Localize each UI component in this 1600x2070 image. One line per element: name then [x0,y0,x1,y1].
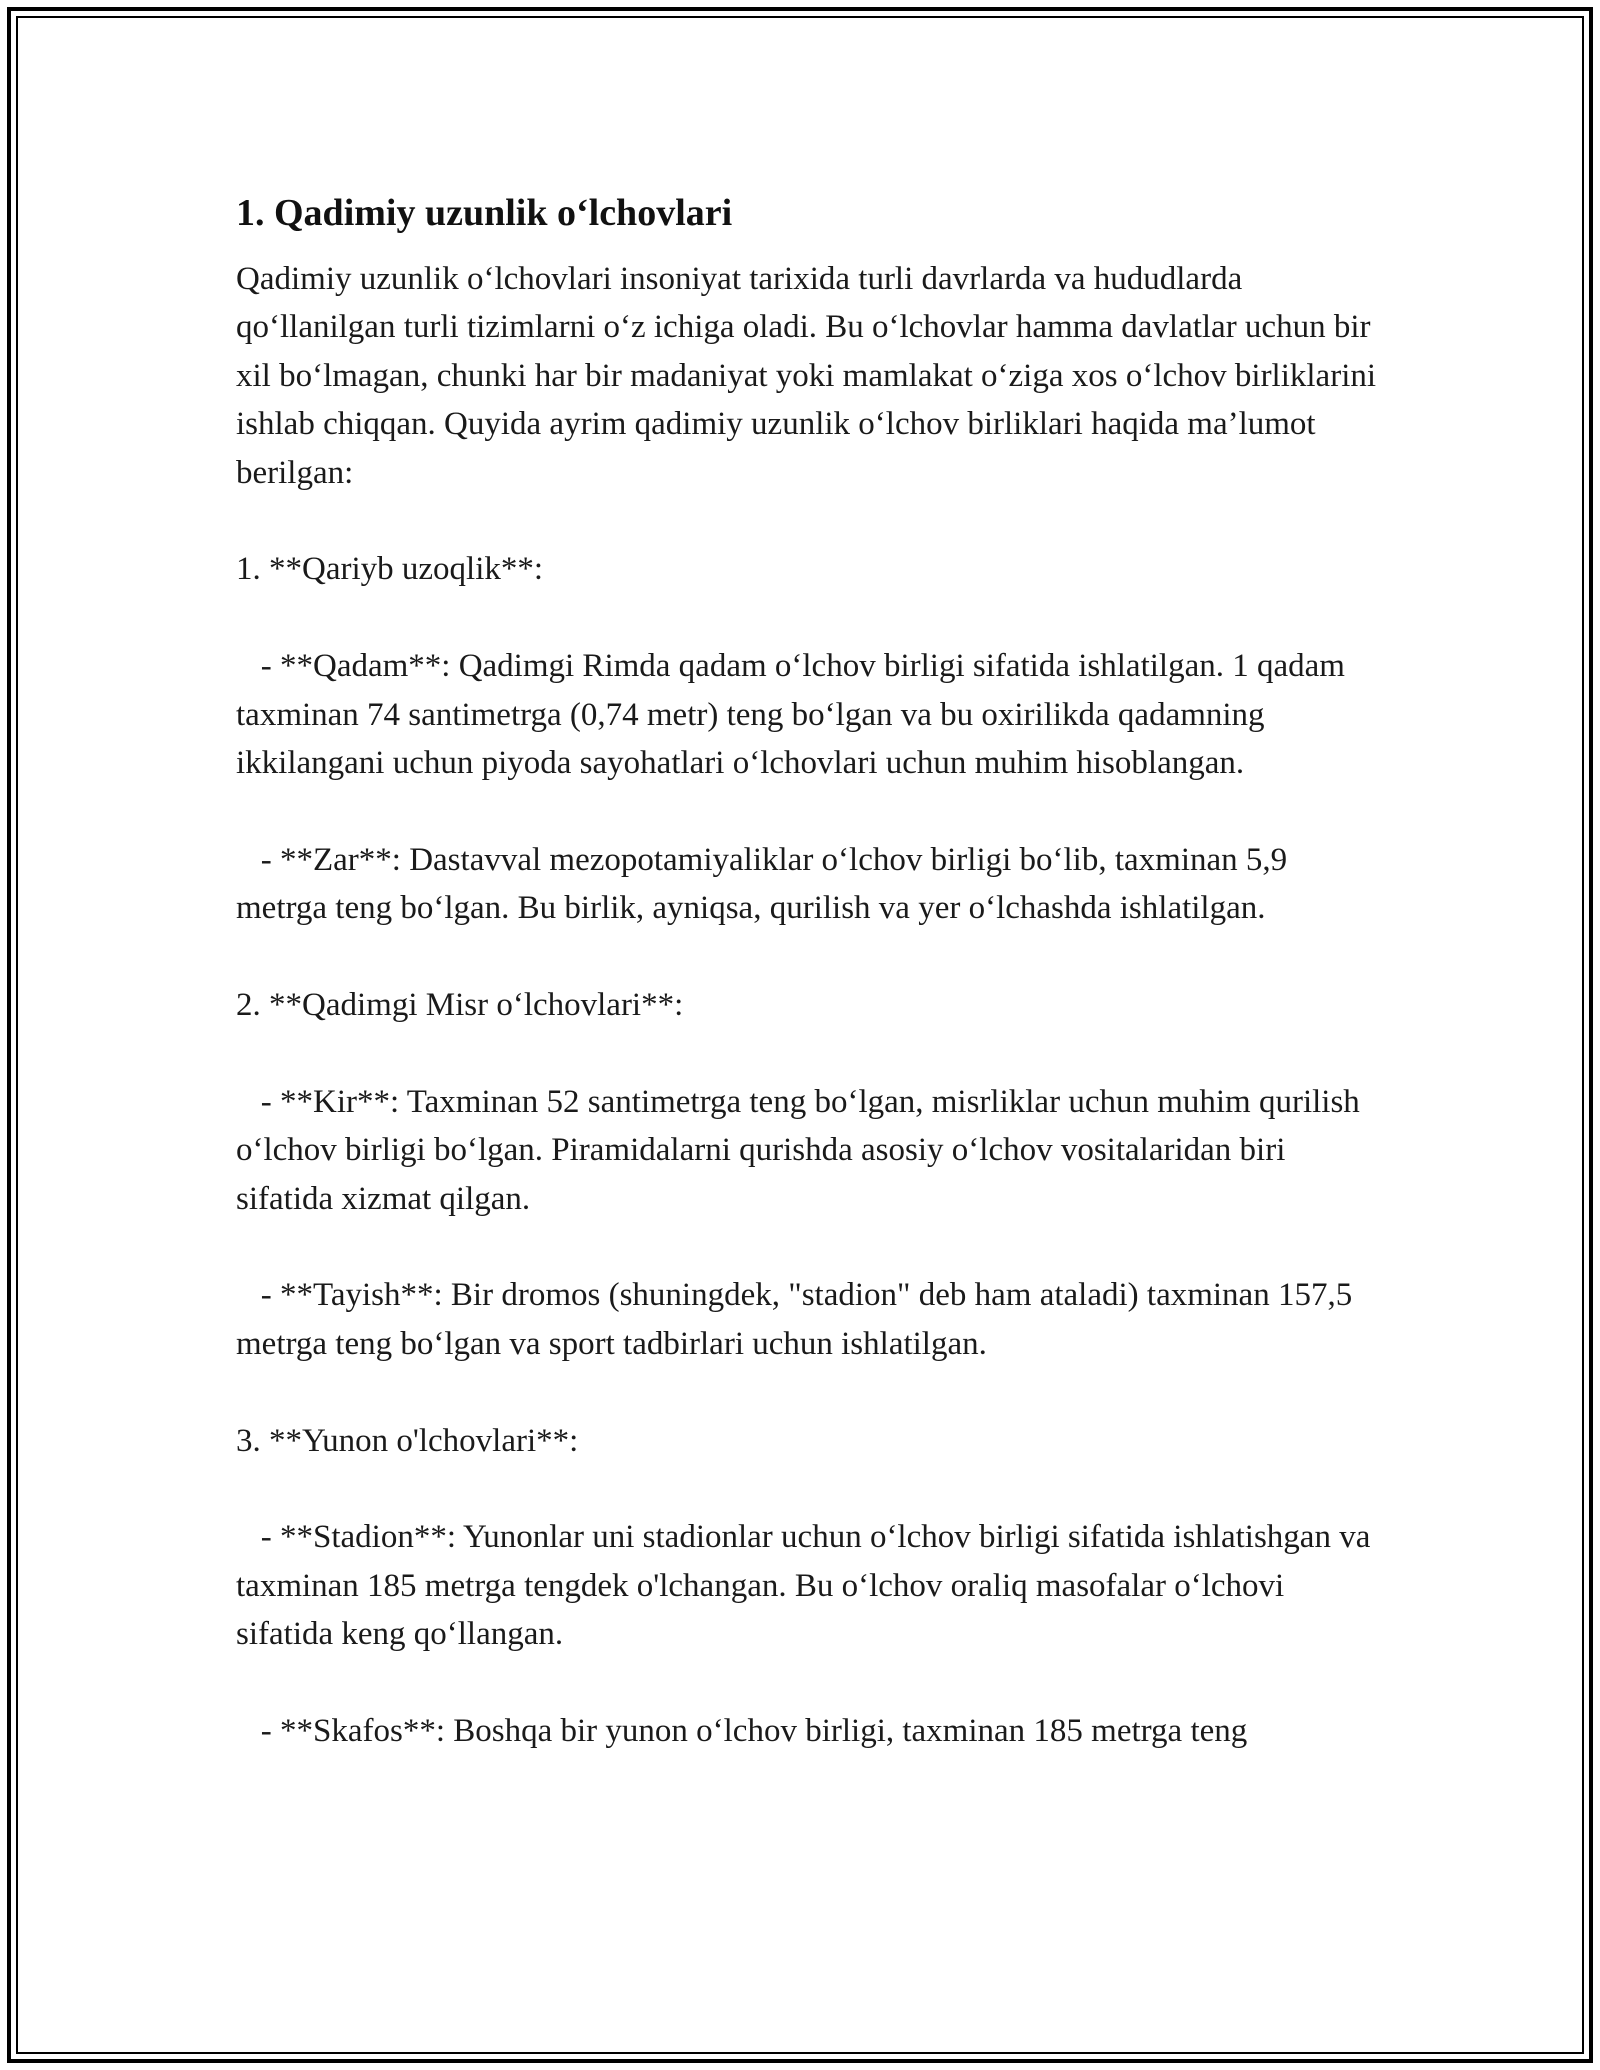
list-item-stadion: - **Stadion**: Yunonlar uni stadionlar uchun o‘lchov birligi sifatida ishlatishgan va taxminan 185 metrga tengdek o'lchangan. Bu o‘lchov oraliq masofalar o‘lchovi sifatida keng qo‘llangan. [236,1519,1379,1653]
paragraph-gap [236,1223,1386,1271]
list-heading-3: 3. **Yunon o'lchovlari**: [236,1422,579,1459]
list-item-skafos: - **Skafos**: Boshqa bir yunon o‘lchov birligi, taxminan 185 metrga teng [236,1713,1248,1750]
paragraph-gap [236,497,1386,545]
paragraph-gap [236,1465,1386,1513]
intro-paragraph: Qadimiy uzunlik o‘lchovlari insoniyat tarixida turli davrlarda va hududlarda qo‘llanilgan turli tizimlarni o‘z ichiga oladi. Bu o‘lchovlar hamma davlatlar uchun bir xil bo‘lmagan, chunki har bir madaniyat yoki mamlakat o‘ziga xos o‘lchov birliklarini ishlab chiqqan. Quyida ayrim qadimiy uzunlik o‘lchov birliklari haqida ma’lumot berilgan: [236,261,1377,491]
list-item-zar: - **Zar**: Dastavval mezopotamiyaliklar o‘lchov birligi bo‘lib, taxminan 5,9 metrga teng bo‘lgan. Bu birlik, ayniqsa, qurilish va yer o‘lchashda ishlatilgan. [236,841,1296,927]
list-heading-1: 1. **Qariyb uzoqlik**: [236,551,544,588]
list-item-kir: - **Kir**: Taxminan 52 santimetrga teng bo‘lgan, misrliklar uchun muhim qurilish o‘lchov birligi bo‘lgan. Piramidalarni qurishda asosiy o‘lchov vositalaridan biri sifatida xizmat qilgan. [236,1083,1369,1217]
list-item-tayish: - **Tayish**: Bir dromos (shuningdek, "stadion" deb ham ataladi) taxminan 157,5 metrga teng bo‘lgan va sport tadbirlari uchun ishlatilgan. [236,1277,1361,1362]
paragraph-gap [236,933,1386,981]
document-body [236,185,1386,1755]
list-heading-2: 2. **Qadimgi Misr o‘lchovlari**: [236,987,684,1024]
paragraph-gap [236,1659,1386,1707]
paragraph-gap [236,1029,1386,1077]
paragraph-gap [236,594,1386,642]
paragraph-gap [236,787,1386,835]
section-heading: 1. Qadimiy uzunlik o‘lchovlari [236,192,733,234]
paragraph-gap [236,1368,1386,1416]
list-item-qadam: - **Qadam**: Qadimgi Rimda qadam o‘lchov birligi sifatida ishlatilgan. 1 qadam taxminan 74 santimetrga (0,74 metr) teng bo‘lgan va bu oxirilikda qadamning ikkilangani uchun piyoda sayohatlari o‘lchovlari uchun muhim hisoblangan. [236,648,1354,782]
